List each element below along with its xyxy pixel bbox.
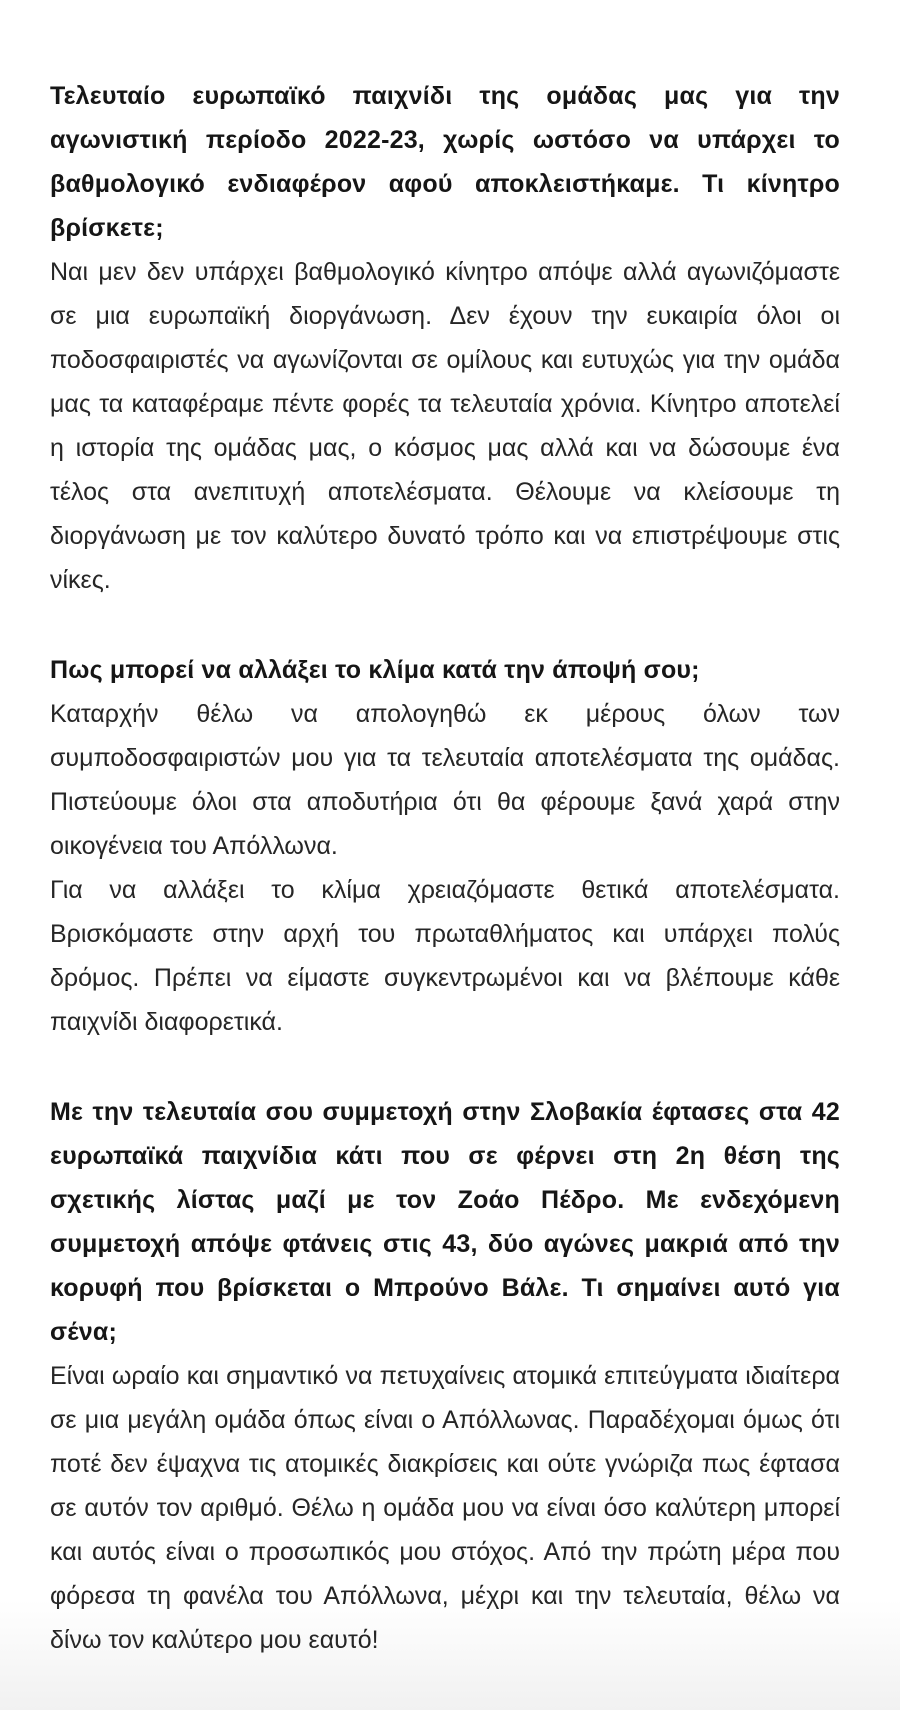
- answer-2-paragraph-1: Καταρχήν θέλω να απολογηθώ εκ μέρους όλων των συμποδοσφαιριστών μου για τα τελευταία αποτελέσματα της ομάδας. Πιστεύουμε όλοι στα αποδυτήρια ότι θα φέρουμε ξανά χαρά στην οικογένεια του Απόλλωνα.: [50, 700, 840, 860]
- question-3: Με την τελευταία σου συμμετοχή στην Σλοβακία έφτασες στα 42 ευρωπαϊκά παιχνίδια κάτι που σε φέρνει στη 2η θέση της σχετικής λίστας μαζί με τον Ζοάο Πέδρο. Με ενδεχόμενη συμμετοχή απόψε φτάνεις στις 43, δύο αγώνες μακριά από την κορυφή που βρίσκεται ο Μπρούνο Βάλε. Τι σημαίνει αυτό για σένα;: [50, 1098, 840, 1346]
- interview-article: [50, 74, 840, 1662]
- answer-2-paragraph-2: Για να αλλάξει το κλίμα χρειαζόμαστε θετικά αποτελέσματα. Βρισκόμαστε στην αρχή του πρωταθλήματος και υπάρχει πολύς δρόμος. Πρέπει να είμαστε συγκεντρωμένοι και να βλέπουμε κάθε παιχνίδι διαφορετικά.: [50, 876, 840, 1036]
- answer-3: Είναι ωραίο και σημαντικό να πετυχαίνεις ατομικά επιτεύγματα ιδιαίτερα σε μια μεγάλη ομάδα όπως είναι ο Απόλλωνας. Παραδέχομαι όμως ότι ποτέ δεν έψαχνα τις ατομικές διακρίσεις και ούτε γνώριζα πως έφτασα σε αυτόν τον αριθμό. Θέλω η ομάδα μου να είναι όσο καλύτερη μπορεί και αυτός είναι ο προσωπικός μου στόχος. Από την πρώτη μέρα που φόρεσα τη φανέλα του Απόλλωνα, μέχρι και την τελευταία, θέλω να δίνω τον καλύτερο μου εαυτό!: [50, 1362, 840, 1654]
- question-1: Τελευταίο ευρωπαϊκό παιχνίδι της ομάδας μας για την αγωνιστική περίοδο 2022-23, χωρίς ωστόσο να υπάρχει το βαθμολογικό ενδιαφέρον αφού αποκλειστήκαμε. Τι κίνητρο βρίσκετε;: [50, 82, 840, 242]
- answer-1: Ναι μεν δεν υπάρχει βαθμολογικό κίνητρο απόψε αλλά αγωνιζόμαστε σε μια ευρωπαϊκή διοργάνωση. Δεν έχουν την ευκαιρία όλοι οι ποδοσφαιριστές να αγωνίζονται σε ομίλους και ευτυχώς για την ομάδα μας τα καταφέραμε πέντε φορές τα τελευταία χρόνια. Κίνητρο αποτελεί η ιστορία της ομάδας μας, ο κόσμος μας αλλά και να δώσουμε ένα τέλος στα ανεπιτυχή αποτελέσματα. Θέλουμε να κλείσουμε τη διοργάνωση με τον καλύτερο δυνατό τρόπο και να επιστρέψουμε στις νίκες.: [50, 258, 840, 594]
- qa-block-3: [50, 1090, 840, 1662]
- question-2: Πως μπορεί να αλλάξει το κλίμα κατά την άποψή σου;: [50, 656, 700, 684]
- qa-block-2: [50, 648, 840, 1044]
- qa-block-1: [50, 74, 840, 602]
